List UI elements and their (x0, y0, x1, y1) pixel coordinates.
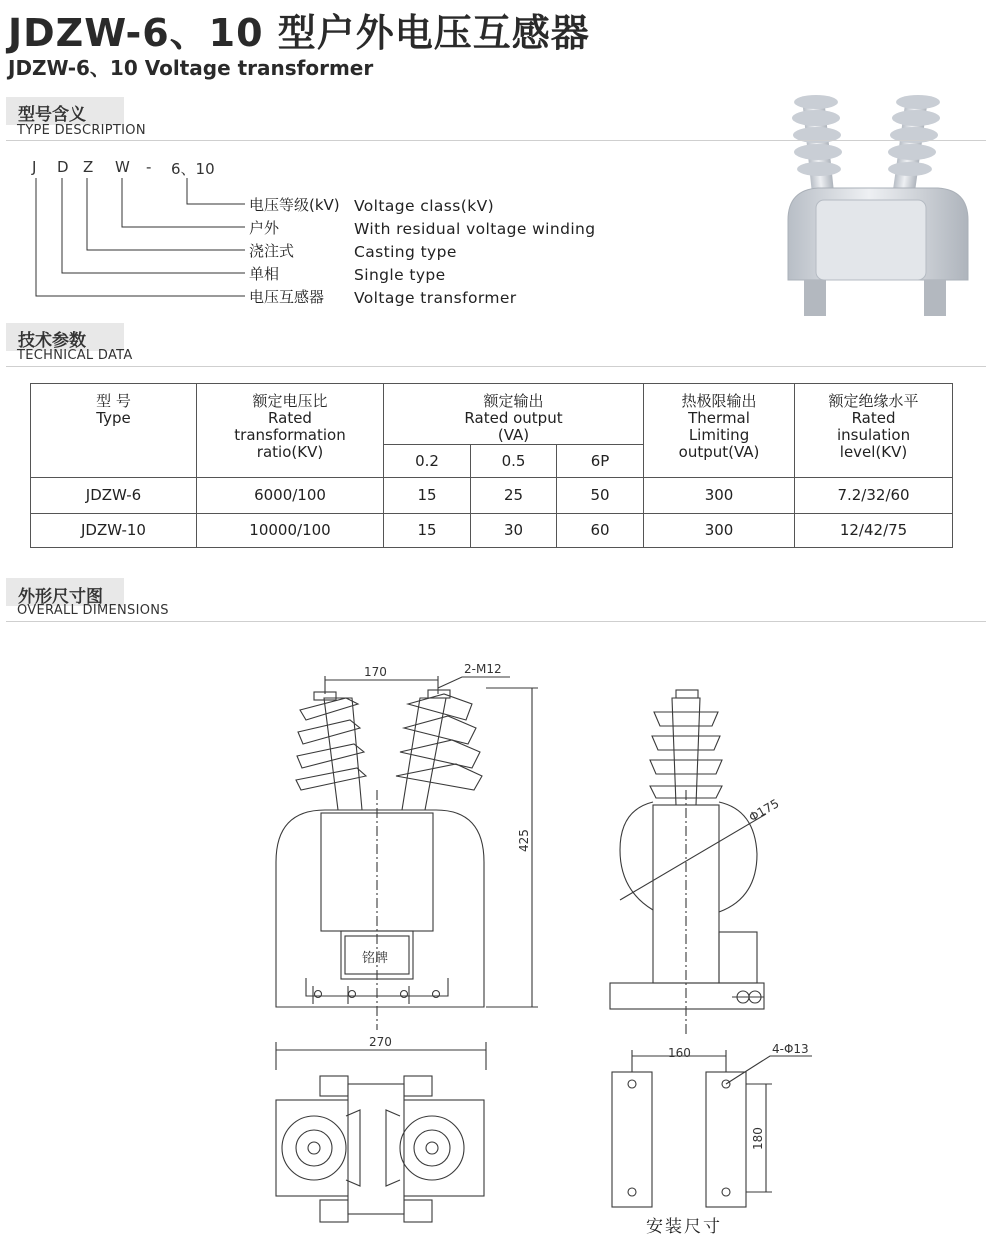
header-ratio-cn: 额定电压比 (252, 392, 328, 410)
section-divider (6, 366, 986, 367)
header-type-en: Type (96, 409, 131, 427)
cell-out-02: 15 (384, 478, 471, 514)
code-char: J (32, 158, 37, 176)
type-item-cn: 单相 (249, 265, 280, 283)
code-char: - (146, 158, 152, 176)
dims-heading-cn: 外形尺寸图 (18, 587, 103, 607)
dimension-drawings (0, 640, 990, 1240)
cell-out-02: 15 (384, 514, 471, 548)
photo-base-right (924, 280, 946, 316)
header-insulation-cn: 额定绝缘水平 (828, 392, 919, 410)
dim-terminal-thread: 2-M12 (464, 662, 502, 676)
header-output-en: Rated output (464, 409, 563, 427)
nameplate-label: 铭牌 (362, 951, 389, 966)
header-class-0.5: 0.5 (471, 445, 557, 478)
type-heading-en: TYPE DESCRIPTION (17, 123, 146, 138)
photo-base-left (804, 280, 826, 316)
header-thermal (644, 384, 795, 478)
cell-out-6p: 50 (557, 478, 644, 514)
side-view (610, 690, 766, 1035)
header-class-6p: 6P (557, 445, 644, 478)
type-item-cn: 户外 (249, 219, 280, 237)
header-class-0.2: 0.2 (384, 445, 471, 478)
mounting-caption: 安装尺寸 (646, 1217, 722, 1237)
header-type-cn: 型 号 (96, 392, 131, 410)
cell-out-6p: 60 (557, 514, 644, 548)
type-item-en: Casting type (354, 243, 457, 261)
product-photo (778, 80, 974, 320)
cell-insulation: 12/42/75 (795, 514, 953, 548)
type-item-en: Single type (354, 266, 446, 284)
cell-out-05: 25 (471, 478, 557, 514)
tech-heading-en: TECHNICAL DATA (17, 348, 133, 363)
technical-data-table (30, 383, 953, 548)
dim-base-width: 270 (369, 1035, 392, 1049)
cell-out-05: 30 (471, 514, 557, 548)
code-char: D (57, 158, 69, 176)
dim-holes: 4-Φ13 (772, 1042, 809, 1056)
photo-body-front (816, 200, 926, 280)
header-ratio-en: Rated transformation ratio(KV) (234, 409, 346, 461)
type-item-en: With residual voltage winding (354, 220, 596, 238)
code-char: Z (83, 158, 94, 176)
cell-thermal: 300 (644, 514, 795, 548)
header-thermal-en: Thermal Limiting output(VA) (678, 409, 760, 461)
type-item-cn: 电压等级(kV) (249, 196, 340, 214)
cell-thermal: 300 (644, 478, 795, 514)
header-type (31, 384, 197, 478)
header-output-unit: (VA) (497, 426, 530, 444)
dim-height: 425 (517, 829, 531, 852)
type-item-en: Voltage class(kV) (354, 197, 495, 215)
dim-diameter: Φ175 (746, 796, 782, 825)
header-insulation (795, 384, 953, 478)
header-output (384, 384, 644, 445)
section-divider (6, 621, 986, 622)
cell-ratio: 6000/100 (197, 478, 384, 514)
mounting-view (612, 1050, 812, 1207)
header-thermal-cn: 热极限输出 (681, 392, 757, 410)
dim-hole-spacing-y: 180 (751, 1127, 765, 1150)
code-leader-lines (0, 0, 260, 320)
dim-terminal-spacing: 170 (364, 665, 387, 679)
tech-heading-cn: 技术参数 (18, 331, 86, 351)
code-char: 6、10 (171, 160, 215, 178)
header-output-cn: 额定输出 (483, 392, 544, 410)
page-title: JDZW-6、10 型户外电压互感器 (8, 11, 590, 55)
top-view (276, 1042, 486, 1222)
dim-hole-spacing-x: 160 (668, 1046, 691, 1060)
type-item-cn: 电压互感器 (249, 288, 325, 306)
type-item-cn: 浇注式 (249, 242, 295, 260)
code-char: W (115, 158, 130, 176)
table-row (31, 478, 953, 514)
table-row (31, 514, 953, 548)
dims-heading-en: OVERALL DIMENSIONS (17, 603, 169, 618)
type-item-en: Voltage transformer (354, 289, 517, 307)
front-view (276, 676, 538, 1030)
type-heading-cn: 型号含义 (18, 105, 86, 125)
header-insulation-en: Rated insulation level(KV) (836, 409, 911, 461)
cell-type: JDZW-6 (31, 478, 197, 514)
cell-insulation: 7.2/32/60 (795, 478, 953, 514)
page-subtitle: JDZW-6、10 Voltage transformer (8, 56, 374, 80)
cell-ratio: 10000/100 (197, 514, 384, 548)
cell-type: JDZW-10 (31, 514, 197, 548)
header-ratio (197, 384, 384, 478)
